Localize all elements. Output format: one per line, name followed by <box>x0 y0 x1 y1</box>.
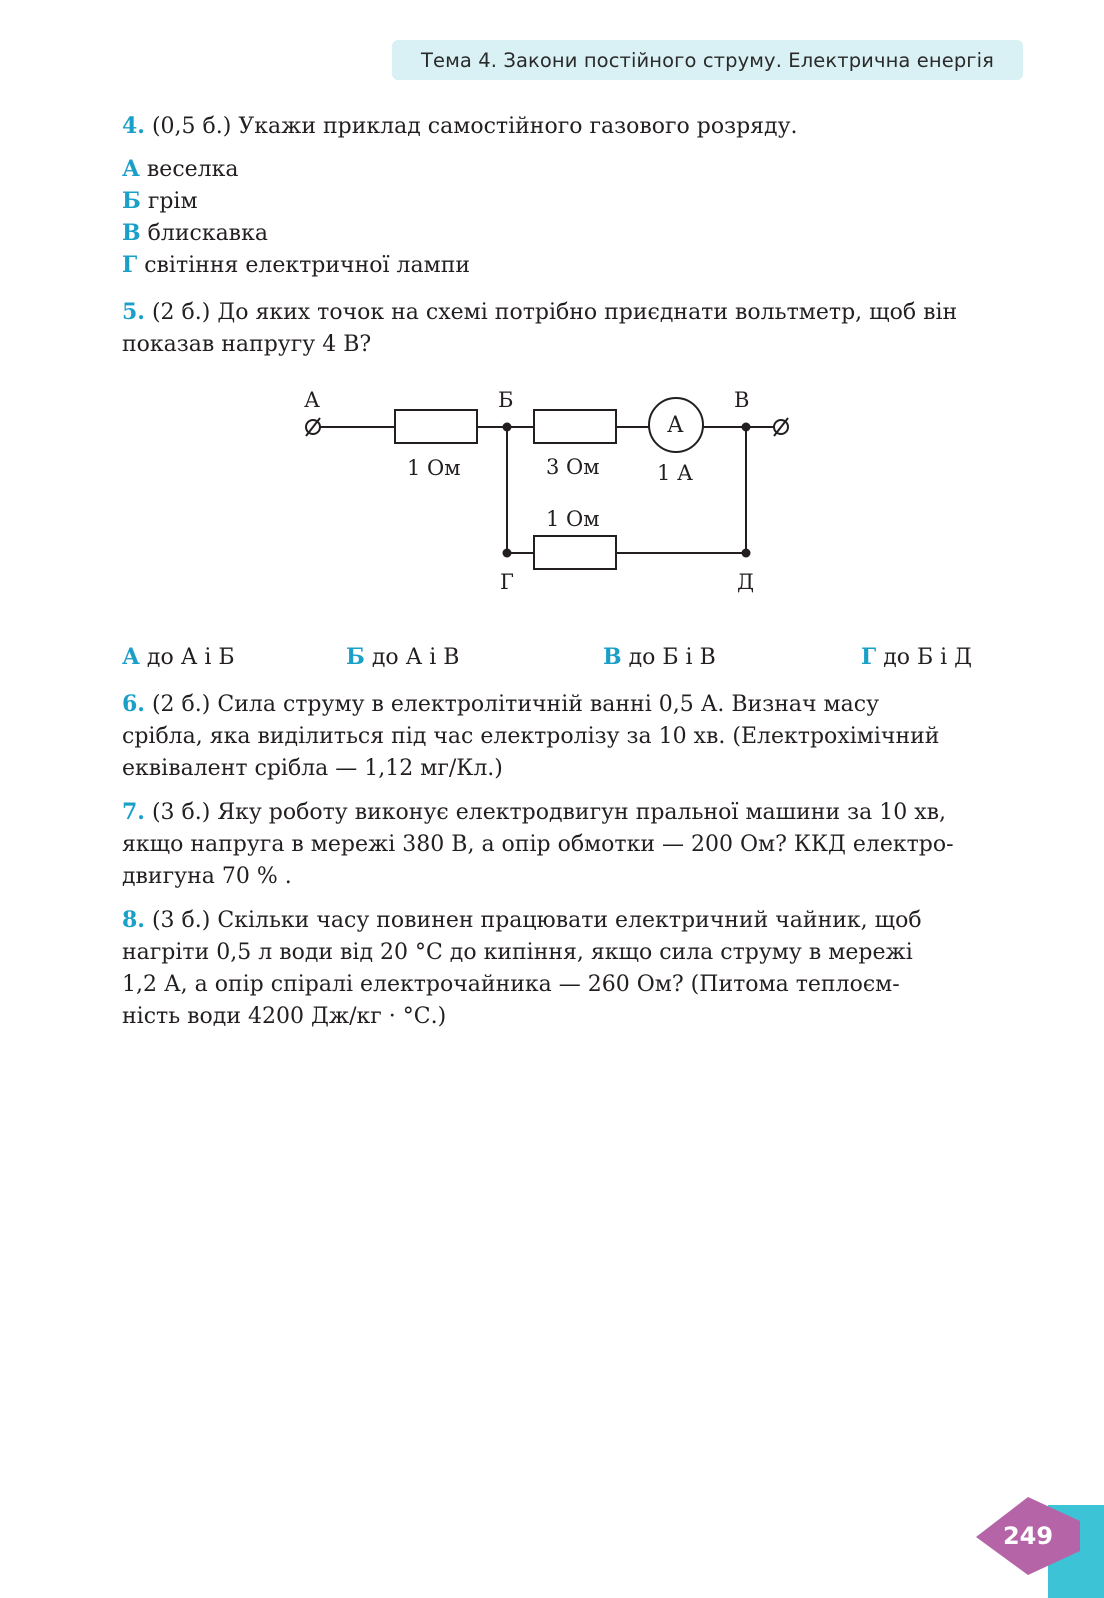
question-6 <box>122 688 1002 785</box>
question-line: срібла, яка виділиться під час електролізу за 10 хв. (Електрохімічний <box>122 724 940 749</box>
question-line <box>122 796 1002 829</box>
option-text: до А і Б <box>146 645 235 670</box>
option-letter: В <box>603 644 622 670</box>
junction-v <box>742 423 751 432</box>
answer-b <box>346 641 459 674</box>
chapter-title: Тема 4. Закони постійного струму. Електрична енергія <box>420 48 994 72</box>
point-label-a: А <box>304 388 320 412</box>
point-label-d: Д <box>737 570 755 594</box>
question-text: (2 б.) Сила струму в електролітичній ванні 0,5 А. Визнач масу <box>151 692 880 717</box>
option-letter: Г <box>122 252 138 278</box>
point-label-b: Б <box>498 388 514 412</box>
resistor-1-ohm-parallel <box>534 536 616 569</box>
option-letter: В <box>122 220 141 246</box>
option-text: до А і В <box>371 645 460 670</box>
question-8 <box>122 904 1002 1033</box>
option-letter: Б <box>122 188 141 214</box>
question-number: 5. <box>122 299 145 325</box>
option-text: веселка <box>146 157 239 182</box>
question-line <box>122 688 1002 721</box>
question-number: 7. <box>122 799 145 825</box>
question-text: (3 б.) Скільки часу повинен працювати електричний чайник, щоб <box>151 908 922 933</box>
option-text: світіння електричної лампи <box>144 253 471 278</box>
point-label-v: В <box>734 388 750 412</box>
answer-v <box>603 641 716 674</box>
answer-a <box>122 641 235 674</box>
option-text: до Б і Д <box>883 645 973 670</box>
junction-g <box>503 549 512 558</box>
question-text: (0,5 б.) Укажи приклад самостійного газового розряду. <box>151 114 798 139</box>
resistor-1-ohm <box>395 410 477 443</box>
question-number: 4. <box>122 113 145 139</box>
ammeter-reading: 1 А <box>657 461 693 485</box>
question-text: (3 б.) Яку роботу виконує електродвигун пральної машини за 10 хв, <box>151 800 946 825</box>
option-letter: А <box>122 644 140 670</box>
ammeter-symbol: А <box>667 413 684 438</box>
question-number: 6. <box>122 691 145 717</box>
resistor-label: 3 Ом <box>546 455 600 479</box>
junction-b <box>503 423 512 432</box>
option-text: до Б і В <box>628 645 716 670</box>
question-line: нагріти 0,5 л води від 20 °С до кипіння, якщо сила струму в мережі <box>122 940 913 965</box>
junction-d <box>742 549 751 558</box>
resistor-label: 1 Ом <box>546 507 600 531</box>
question-line: 1,2 А, а опір спіралі електрочайника — 260 Ом? (Питома теплоєм- <box>122 972 900 997</box>
question-number: 8. <box>122 907 145 933</box>
option-text: блискавка <box>147 221 268 246</box>
page-number: 249 <box>1002 1522 1054 1550</box>
option-text: грім <box>147 189 198 214</box>
question-line: еквівалент срібла — 1,12 мг/Кл.) <box>122 756 503 781</box>
resistor-label: 1 Ом <box>407 456 461 480</box>
option-letter: Г <box>861 644 877 670</box>
question-line: показав напругу 4 В? <box>122 332 372 357</box>
option-letter: Б <box>346 644 365 670</box>
question-line: ність води 4200 Дж/кг · °С.) <box>122 1004 447 1029</box>
question-7 <box>122 796 1002 893</box>
question-line: двигуна 70 % . <box>122 864 292 889</box>
option-letter: А <box>122 156 140 182</box>
question-line: якщо напруга в мережі 380 В, а опір обмотки — 200 Ом? ККД електро- <box>122 832 954 857</box>
question-line <box>122 904 1002 937</box>
question-text: (2 б.) До яких точок на схемі потрібно приєднати вольтметр, щоб він <box>151 300 958 325</box>
resistor-3-ohm <box>534 410 616 443</box>
answer-g <box>861 641 972 674</box>
point-label-g: Г <box>500 570 514 594</box>
